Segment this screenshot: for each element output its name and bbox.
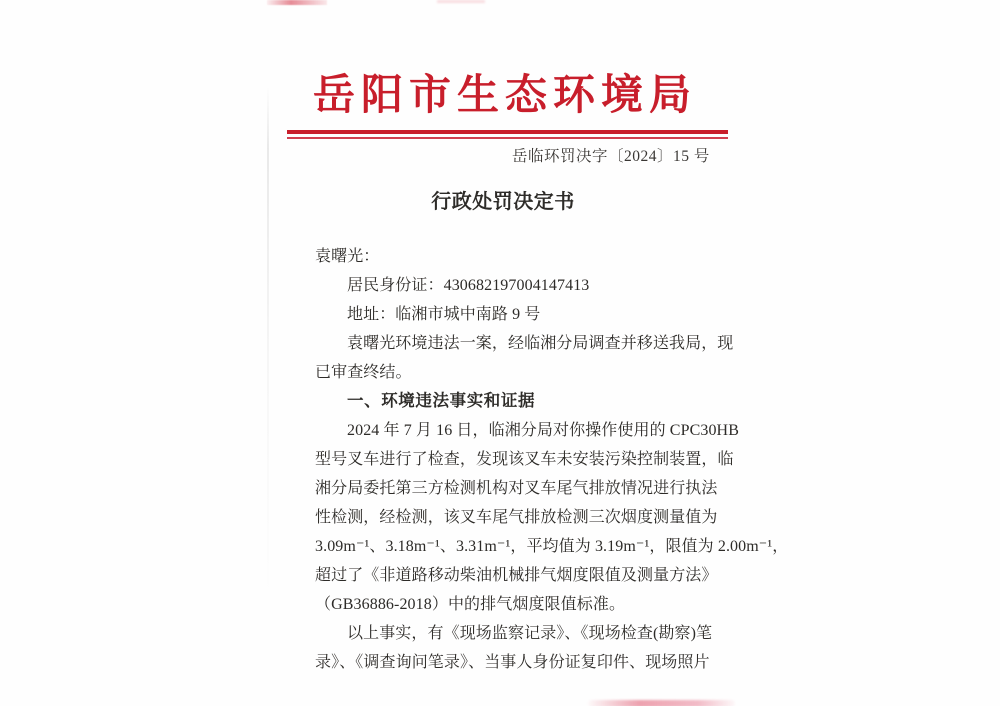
body-line: 袁曙光环境违法一案，经临湘分局调查并移送我局，现 bbox=[347, 335, 734, 352]
body-line: 超过了《非道路移动柴油机械排气烟度限值及测量方法》 bbox=[315, 567, 718, 584]
document-body bbox=[315, 242, 789, 677]
agency-letterhead-title: 岳阳市生态环境局 bbox=[312, 73, 697, 119]
document-title: 行政处罚决定书 bbox=[431, 191, 575, 213]
body-line: 居民身份证：430682197004147413 bbox=[347, 277, 590, 294]
paper-edge-shadow bbox=[267, 86, 269, 606]
body-line: 袁曙光： bbox=[315, 248, 380, 265]
body-line: 以上事实，有《现场监察记录》、《现场检查(勘察)笔 bbox=[347, 625, 713, 642]
red-seal-sliver-top-left bbox=[267, 0, 327, 5]
body-line: 型号叉车进行了检查，发现该叉车未安装污染控制装置，临 bbox=[315, 451, 734, 468]
body-line: 地址：临湘市城中南路 9 号 bbox=[347, 306, 541, 323]
body-line: 2024 年 7 月 16 日，临湘分局对你操作使用的 CPC30HB bbox=[347, 422, 739, 439]
letterhead-divider-line bbox=[287, 130, 728, 139]
body-line: 已审查终结。 bbox=[315, 364, 412, 381]
body-line: （GB36886-2018）中的排气烟度限值标准。 bbox=[315, 596, 626, 613]
section-heading-line: 一、环境违法事实和证据 bbox=[347, 392, 536, 410]
red-seal-sliver-top-right bbox=[437, 0, 485, 3]
red-seal-sliver-bottom bbox=[588, 700, 735, 706]
body-line: 性检测，经检测，该叉车尾气排放检测三次烟度测量值为 bbox=[315, 509, 718, 526]
document-number: 岳临环罚决字〔2024〕15 号 bbox=[512, 148, 710, 165]
body-line: 录》、《调查询问笔录》、当事人身份证复印件、现场照片 bbox=[315, 654, 710, 671]
body-line: 湘分局委托第三方检测机构对叉车尾气排放情况进行执法 bbox=[315, 480, 718, 497]
body-line: 3.09m⁻¹、3.18m⁻¹、3.31m⁻¹，平均值为 3.19m⁻¹，限值为 2.00m⁻¹， bbox=[315, 538, 789, 555]
